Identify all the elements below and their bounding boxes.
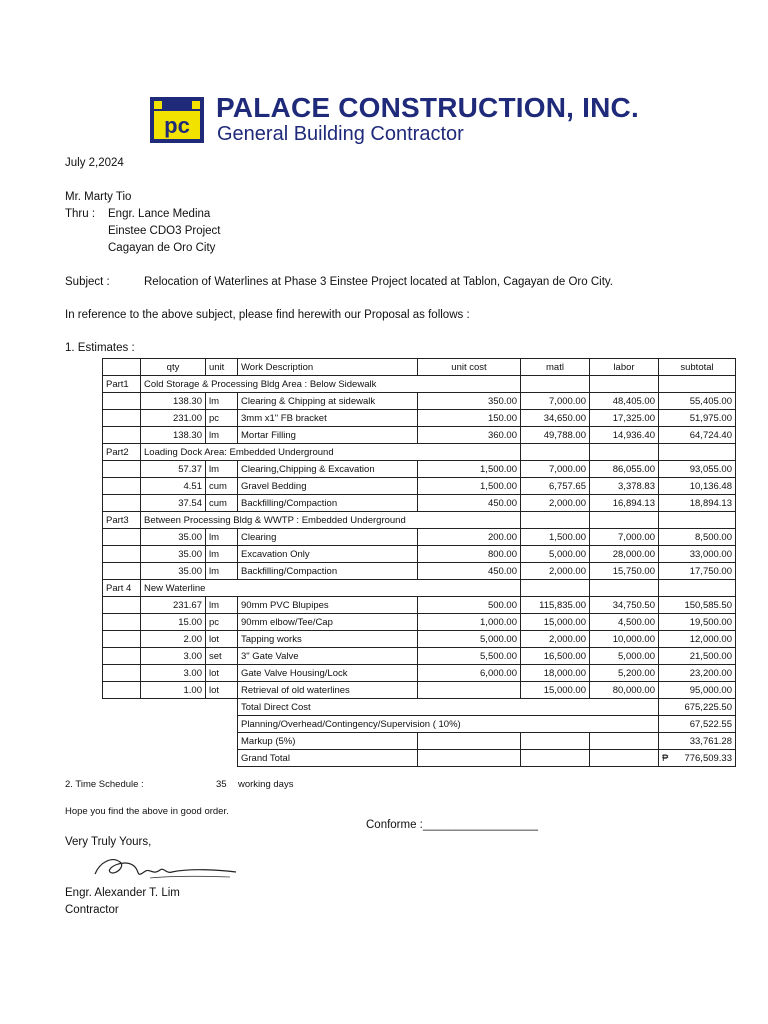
time-schedule-unit: working days <box>238 779 294 790</box>
empty-cell <box>659 376 736 393</box>
table-header-cell: unit <box>206 359 238 376</box>
empty-cell <box>103 682 141 699</box>
empty-cell <box>103 597 141 614</box>
summary-value: 33,761.28 <box>659 733 736 750</box>
labor-cell: 5,200.00 <box>590 665 659 682</box>
unit-cost-cell: 6,000.00 <box>418 665 521 682</box>
table-row <box>103 648 736 665</box>
signature <box>90 852 240 886</box>
desc-cell: 3" Gate Valve <box>238 648 418 665</box>
empty-cell <box>521 444 590 461</box>
qty-cell: 3.00 <box>141 665 206 682</box>
subtotal-cell: 19,500.00 <box>659 614 736 631</box>
matl-cell: 2,000.00 <box>521 495 590 512</box>
unit-cell: lot <box>206 665 238 682</box>
qty-cell: 35.00 <box>141 563 206 580</box>
summary-label: Grand Total <box>238 750 418 767</box>
qty-cell: 231.00 <box>141 410 206 427</box>
matl-cell: 16,500.00 <box>521 648 590 665</box>
thru-name: Engr. Lance Medina <box>108 208 211 220</box>
unit-cost-cell: 1,000.00 <box>418 614 521 631</box>
matl-cell: 49,788.00 <box>521 427 590 444</box>
thru-project: Einstee CDO3 Project <box>108 225 221 237</box>
table-row <box>103 631 736 648</box>
unit-cell: lm <box>206 546 238 563</box>
subtotal-cell: 10,136.48 <box>659 478 736 495</box>
table-row <box>103 665 736 682</box>
unit-cell: lot <box>206 682 238 699</box>
subtotal-cell: 23,200.00 <box>659 665 736 682</box>
unit-cost-cell: 5,000.00 <box>418 631 521 648</box>
table-row <box>103 427 736 444</box>
subject-label: Subject : <box>65 276 110 288</box>
labor-cell: 4,500.00 <box>590 614 659 631</box>
qty-cell: 231.67 <box>141 597 206 614</box>
subtotal-cell: 12,000.00 <box>659 631 736 648</box>
qty-cell: 35.00 <box>141 546 206 563</box>
empty-cell <box>521 580 590 597</box>
qty-cell: 37.54 <box>141 495 206 512</box>
labor-cell: 17,325.00 <box>590 410 659 427</box>
empty-cell <box>590 580 659 597</box>
desc-cell: 3mm x1" FB bracket <box>238 410 418 427</box>
matl-cell: 7,000.00 <box>521 393 590 410</box>
time-schedule-label: 2. Time Schedule : <box>65 779 144 790</box>
part-cell: Part 4 <box>103 580 141 597</box>
desc-cell: Backfilling/Compaction <box>238 495 418 512</box>
summary-row <box>103 750 736 767</box>
section-title: New Waterline <box>141 580 521 597</box>
table-header-cell: qty <box>141 359 206 376</box>
labor-cell: 7,000.00 <box>590 529 659 546</box>
labor-cell: 3,378.83 <box>590 478 659 495</box>
matl-cell: 15,000.00 <box>521 614 590 631</box>
table-row <box>103 495 736 512</box>
empty-cell <box>103 478 141 495</box>
qty-cell: 4.51 <box>141 478 206 495</box>
desc-cell: Backfilling/Compaction <box>238 563 418 580</box>
part-cell: Part2 <box>103 444 141 461</box>
empty-cell <box>418 733 521 750</box>
labor-cell: 14,936.40 <box>590 427 659 444</box>
section-row <box>103 580 736 597</box>
grand-total-value <box>659 750 736 767</box>
unit-cell: cum <box>206 495 238 512</box>
unit-cell: lm <box>206 563 238 580</box>
desc-cell: 90mm elbow/Tee/Cap <box>238 614 418 631</box>
unit-cell: lm <box>206 529 238 546</box>
table-header-cell: matl <box>521 359 590 376</box>
blank-cell <box>103 750 238 767</box>
empty-cell <box>521 750 590 767</box>
table-row <box>103 563 736 580</box>
subject-text: Relocation of Waterlines at Phase 3 Einstee Project located at Tablon, Cagayan de Oro City. <box>144 276 613 288</box>
table-header-cell: subtotal <box>659 359 736 376</box>
desc-cell: Clearing,Chipping & Excavation <box>238 461 418 478</box>
recipient-name: Mr. Marty Tio <box>65 191 132 203</box>
subtotal-cell: 95,000.00 <box>659 682 736 699</box>
qty-cell: 138.30 <box>141 393 206 410</box>
matl-cell: 6,757.65 <box>521 478 590 495</box>
empty-cell <box>103 665 141 682</box>
qty-cell: 57.37 <box>141 461 206 478</box>
signer-name: Engr. Alexander T. Lim <box>65 887 180 899</box>
unit-cell: lm <box>206 461 238 478</box>
labor-cell: 28,000.00 <box>590 546 659 563</box>
estimates-heading: 1. Estimates : <box>65 342 135 354</box>
unit-cell: lm <box>206 597 238 614</box>
matl-cell: 115,835.00 <box>521 597 590 614</box>
subtotal-cell: 55,405.00 <box>659 393 736 410</box>
table-row <box>103 682 736 699</box>
empty-cell <box>590 376 659 393</box>
summary-value: 67,522.55 <box>659 716 736 733</box>
unit-cell: set <box>206 648 238 665</box>
matl-cell: 1,500.00 <box>521 529 590 546</box>
section-row <box>103 376 736 393</box>
desc-cell: Mortar Filling <box>238 427 418 444</box>
estimate-table <box>102 358 736 767</box>
qty-cell: 1.00 <box>141 682 206 699</box>
table-row <box>103 529 736 546</box>
conforme-line: Conforme :__________________ <box>366 819 539 831</box>
table-header-cell: Work Description <box>238 359 418 376</box>
empty-cell <box>103 427 141 444</box>
part-cell: Part3 <box>103 512 141 529</box>
labor-cell: 5,000.00 <box>590 648 659 665</box>
table-row <box>103 461 736 478</box>
table-header-cell <box>103 359 141 376</box>
grand-total-amount: 776,509.33 <box>684 752 732 764</box>
unit-cost-cell: 500.00 <box>418 597 521 614</box>
empty-cell <box>103 614 141 631</box>
empty-cell <box>418 750 521 767</box>
subtotal-cell: 51,975.00 <box>659 410 736 427</box>
labor-cell: 15,750.00 <box>590 563 659 580</box>
matl-cell: 15,000.00 <box>521 682 590 699</box>
thru-city: Cagayan de Oro City <box>108 242 216 254</box>
part-cell: Part1 <box>103 376 141 393</box>
table-header-cell: unit cost <box>418 359 521 376</box>
table-row <box>103 597 736 614</box>
table-header-cell: labor <box>590 359 659 376</box>
unit-cost-cell: 1,500.00 <box>418 461 521 478</box>
valediction: Very Truly Yours, <box>65 836 152 848</box>
section-row <box>103 512 736 529</box>
section-title: Between Processing Bldg & WWTP : Embedded Underground <box>141 512 521 529</box>
subtotal-cell: 18,894.13 <box>659 495 736 512</box>
empty-cell <box>103 631 141 648</box>
summary-row <box>103 733 736 750</box>
labor-cell: 80,000.00 <box>590 682 659 699</box>
summary-label: Markup (5%) <box>238 733 418 750</box>
subtotal-cell: 8,500.00 <box>659 529 736 546</box>
signer-title: Contractor <box>65 904 119 916</box>
labor-cell: 16,894.13 <box>590 495 659 512</box>
table-row <box>103 614 736 631</box>
unit-cell: lot <box>206 631 238 648</box>
empty-cell <box>659 580 736 597</box>
empty-cell <box>521 733 590 750</box>
table-row <box>103 410 736 427</box>
unit-cost-cell: 450.00 <box>418 563 521 580</box>
desc-cell: 90mm PVC Blupipes <box>238 597 418 614</box>
empty-cell <box>103 546 141 563</box>
empty-cell <box>103 563 141 580</box>
qty-cell: 3.00 <box>141 648 206 665</box>
empty-cell <box>659 444 736 461</box>
desc-cell: Tapping works <box>238 631 418 648</box>
unit-cost-cell: 360.00 <box>418 427 521 444</box>
labor-cell: 10,000.00 <box>590 631 659 648</box>
subtotal-cell: 21,500.00 <box>659 648 736 665</box>
labor-cell: 48,405.00 <box>590 393 659 410</box>
table-row <box>103 546 736 563</box>
matl-cell: 34,650.00 <box>521 410 590 427</box>
labor-cell: 86,055.00 <box>590 461 659 478</box>
unit-cost-cell: 150.00 <box>418 410 521 427</box>
closing-note: Hope you find the above in good order. <box>65 806 229 817</box>
labor-cell: 34,750.50 <box>590 597 659 614</box>
unit-cell: lm <box>206 427 238 444</box>
desc-cell: Retrieval of old waterlines <box>238 682 418 699</box>
subtotal-cell: 17,750.00 <box>659 563 736 580</box>
empty-cell <box>103 393 141 410</box>
empty-cell <box>521 376 590 393</box>
section-title: Loading Dock Area: Embedded Underground <box>141 444 521 461</box>
time-schedule-days: 35 <box>216 779 227 790</box>
svg-text:pc: pc <box>164 113 190 138</box>
unit-cost-cell: 1,500.00 <box>418 478 521 495</box>
summary-label: Planning/Overhead/Contingency/Supervision ( 10%) <box>238 716 659 733</box>
empty-cell <box>590 750 659 767</box>
table-row <box>103 393 736 410</box>
table-header-row <box>103 359 736 376</box>
empty-cell <box>103 529 141 546</box>
subtotal-cell: 93,055.00 <box>659 461 736 478</box>
summary-label: Total Direct Cost <box>238 699 659 716</box>
summary-value: 675,225.50 <box>659 699 736 716</box>
desc-cell: Gravel Bedding <box>238 478 418 495</box>
subtotal-cell: 150,585.50 <box>659 597 736 614</box>
empty-cell <box>590 733 659 750</box>
table-row <box>103 478 736 495</box>
blank-cell <box>103 716 238 733</box>
unit-cost-cell: 200.00 <box>418 529 521 546</box>
blank-cell <box>103 733 238 750</box>
empty-cell <box>103 495 141 512</box>
unit-cost-cell: 5,500.00 <box>418 648 521 665</box>
summary-row <box>103 716 736 733</box>
qty-cell: 15.00 <box>141 614 206 631</box>
desc-cell: Excavation Only <box>238 546 418 563</box>
company-logo <box>150 97 204 143</box>
letter-date: July 2,2024 <box>65 157 124 169</box>
desc-cell: Clearing & Chipping at sidewalk <box>238 393 418 410</box>
subtotal-cell: 33,000.00 <box>659 546 736 563</box>
company-name: PALACE CONSTRUCTION, INC. <box>216 92 639 123</box>
peso-sign: ₱ <box>662 752 669 764</box>
unit-cell: cum <box>206 478 238 495</box>
empty-cell <box>659 512 736 529</box>
thru-label: Thru : <box>65 208 96 220</box>
intro-text: In reference to the above subject, please find herewith our Proposal as follows : <box>65 309 470 321</box>
estimate-table-body <box>103 359 736 767</box>
empty-cell <box>103 410 141 427</box>
subtotal-cell: 64,724.40 <box>659 427 736 444</box>
matl-cell: 2,000.00 <box>521 631 590 648</box>
unit-cell: lm <box>206 393 238 410</box>
matl-cell: 18,000.00 <box>521 665 590 682</box>
empty-cell <box>590 444 659 461</box>
desc-cell: Gate Valve Housing/Lock <box>238 665 418 682</box>
desc-cell: Clearing <box>238 529 418 546</box>
qty-cell: 138.30 <box>141 427 206 444</box>
empty-cell <box>103 461 141 478</box>
qty-cell: 2.00 <box>141 631 206 648</box>
qty-cell: 35.00 <box>141 529 206 546</box>
unit-cost-cell: 450.00 <box>418 495 521 512</box>
section-title: Cold Storage & Processing Bldg Area : Below Sidewalk <box>141 376 521 393</box>
matl-cell: 7,000.00 <box>521 461 590 478</box>
empty-cell <box>103 648 141 665</box>
matl-cell: 5,000.00 <box>521 546 590 563</box>
unit-cost-cell: 800.00 <box>418 546 521 563</box>
company-tagline: General Building Contractor <box>217 123 464 145</box>
empty-cell <box>521 512 590 529</box>
matl-cell: 2,000.00 <box>521 563 590 580</box>
section-row <box>103 444 736 461</box>
unit-cost-cell: 350.00 <box>418 393 521 410</box>
summary-row <box>103 699 736 716</box>
unit-cell: pc <box>206 410 238 427</box>
unit-cell: pc <box>206 614 238 631</box>
blank-cell <box>103 699 238 716</box>
unit-cost-cell <box>418 682 521 699</box>
empty-cell <box>590 512 659 529</box>
